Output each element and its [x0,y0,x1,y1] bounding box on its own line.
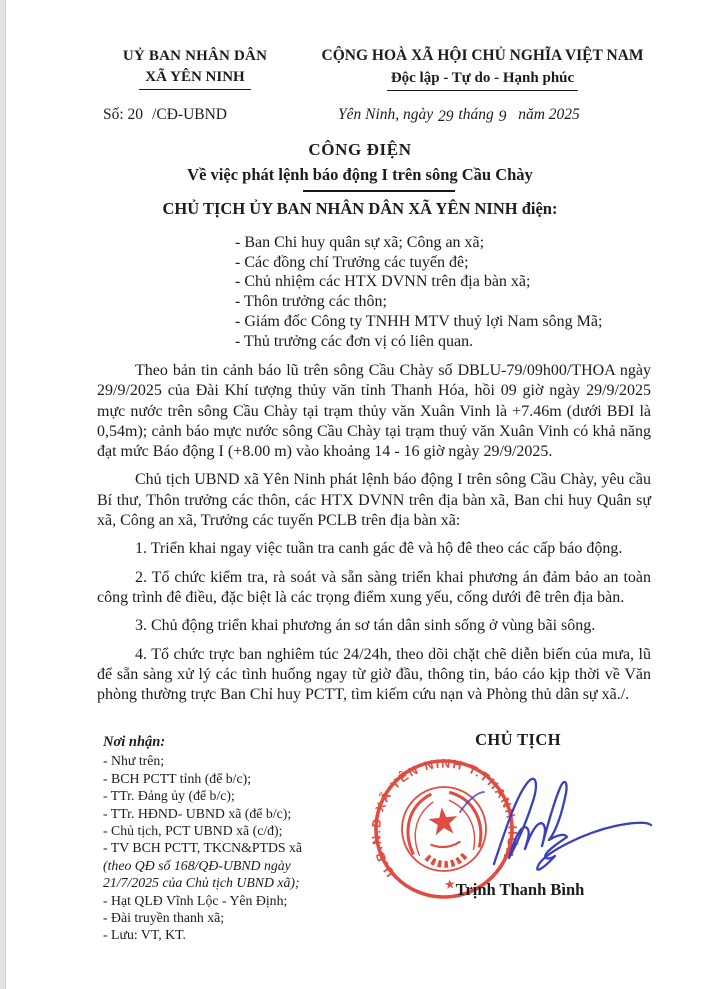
date-thang: tháng [458,106,494,123]
date-year: năm 2025 [518,106,580,123]
signer-title: CHỦ TỊCH [475,730,561,749]
body-item: 1. Triển khai ngay việc tuần tra canh gác đê và hộ đê theo các cấp báo động. [135,540,623,558]
salutation-line: CHỦ TỊCH ỦY BAN NHÂN DÂN XÃ YÊN NINH điện: [162,199,558,218]
body-paragraph: Theo bản tin cảnh báo lũ trên sông Cầu Chày số DBLU-79/09h00/THOA ngày 29/9/2025 của Đài Khí tượng thủy văn tỉnh Thanh Hóa, hồi 09 giờ ngày 29/9/2025 mực nước trên sông Cầu Chày tại trạm thủy văn Xuân Vinh là +7.46m (dưới BĐI là 0,54m); cảnh báo mực nước sông Cầu Chày tại trạm thuỷ văn Xuân Vinh có khả năng đạt mức Báo động I (+8.00 m) vào khoảng 14 - 16 giờ ngày 29/9/2025. [97,362,651,461]
recipient-item: - Thôn trưởng các thôn; [235,293,387,311]
signature-icon [452,752,667,877]
issuing-org-name: UỶ BAN NHÂN DÂN [122,48,268,64]
distribution-item: - TV BCH PCTT, TKCN&PTDS xã [103,840,303,856]
distribution-item-note: 21/7/2025 của Chủ tịch UBND xã); [103,875,300,891]
distribution-item: - Chủ tịch, PCT UBND xã (c/đ); [103,823,283,839]
place-and-date [338,106,580,124]
document-body [97,361,651,713]
national-motto-line1: CỘNG HOÀ XÃ HỘI CHỦ NGHĨA VIỆT NAM [321,47,644,64]
body-item: 2. Tổ chức kiểm tra, rà soát và sẵn sàng triển khai phương án đảm bảo an toàn công trình đê điều, đặc biệt là các trọng điểm xung yếu, cống dưới đê trên địa bàn. [97,568,651,606]
seal-arc-text: U.B.N.D XÃ YÊN NINH T.THANH HÓA [369,756,520,880]
recipient-item: - Ban Chi huy quân sự xã; Công an xã; [235,234,485,251]
document-number-prefix: Số: 20 [103,106,144,123]
signer-name: Trịnh Thanh Bình [455,880,585,899]
issuing-org-commune: XÃ YÊN NINH [139,67,250,90]
national-header-block [295,46,670,91]
issuing-org-block [85,46,305,90]
distribution-list [103,734,373,944]
document-title: CÔNG ĐIỆN [308,140,412,159]
document-subtitle: Về việc phát lệnh báo động I trên sông Cầu Chày [187,165,533,184]
recipient-item: - Các đồng chí Trưởng các tuyến đê; [235,253,469,271]
seal-star-icon: ★ [443,876,457,893]
distribution-item: - Đài truyền thanh xã; [103,910,225,926]
recipient-item: - Chủ nhiệm các HTX DVNN trên địa bàn xã; [235,273,531,291]
distribution-item: - BCH PCTT tỉnh (để b/c); [103,770,252,786]
national-motto-line2: Độc lập - Tự do - Hạnh phúc [387,68,578,91]
recipient-item: - Thủ trưởng các đơn vị có liên quan. [235,332,474,350]
distribution-item-note: (theo QĐ số 168/QĐ-UBND ngày [103,857,291,873]
document-number-suffix: /CĐ-UBND [152,106,227,123]
body-paragraph: Chủ tịch UBND xã Yên Ninh phát lệnh báo động I trên sông Cầu Chày, yêu cầu Bí thư, Thôn trưởng các thôn, các HTX DVNN trên địa bàn xã, Ban chi huy Quân sự xã, Công an xã, Trưởng các tuyến PCLB trên địa bàn xã: [97,471,651,530]
distribution-item: - Hạt QLĐ Vĩnh Lộc - Yên Định; [103,892,288,908]
distribution-item: - TTr. HĐND- UBND xã (để b/c); [103,805,292,821]
subtitle-underline [303,190,455,192]
date-prefix: Yên Ninh, ngày [338,106,434,123]
recipient-list [235,233,655,351]
distribution-item: - Như trên; [103,753,165,769]
recipient-item: - Giám đốc Công ty TNHH MTV thuỷ lợi Nam sông Mã; [235,312,603,330]
distribution-list-label: Nơi nhận: [103,734,166,750]
body-item: 3. Chủ động triển khai phương án sơ tán dân sinh sống ở vùng bãi sông. [135,617,596,635]
distribution-item: - TTr. Đảng ủy (để b/c); [103,788,235,804]
document-number [103,106,227,124]
date-day: 29 [438,108,454,125]
distribution-item: - Lưu: VT, KT. [103,927,186,943]
body-item: 4. Tổ chức trực ban nghiêm túc 24/24h, theo dõi chặt chẽ diễn biến của mưa, lũ để sẵn sàng xử lý các tình huống ngay từ giờ đầu, thông tin, báo cáo kịp thời về Văn phòng thường trực Ban Chỉ huy PCTT, tìm kiếm cứu nạn và Phòng thủ dân sự xã./. [97,645,651,704]
date-month: 9 [498,108,507,125]
